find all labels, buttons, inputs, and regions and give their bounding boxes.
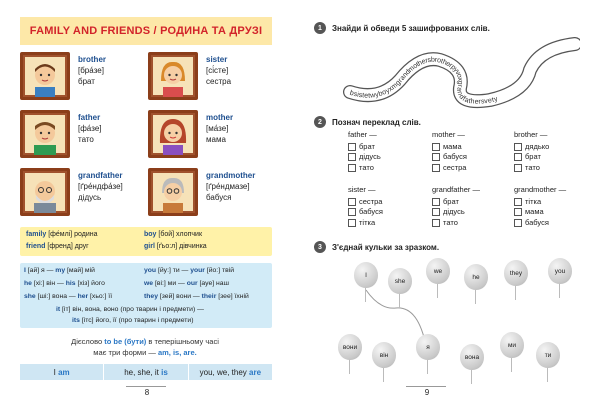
person-grandfather: [20, 168, 140, 218]
task-text: Познач переклад слів.: [332, 117, 421, 127]
balloon-top[interactable]: he: [464, 264, 488, 292]
balloon-bottom[interactable]: ми: [500, 332, 524, 360]
pronoun-row: they [зей] вони — their [зее] їхній: [144, 293, 249, 300]
group-heading: brother —: [514, 130, 548, 139]
person-father: [20, 110, 140, 160]
brother-portrait: [20, 52, 70, 100]
vocab-item: friend [френд] друг: [26, 243, 89, 250]
balloon-top[interactable]: you: [548, 258, 572, 286]
word-en: mother: [206, 113, 234, 122]
word-transcription: [ма́зе]: [206, 124, 229, 133]
checkbox-option[interactable]: дядько: [514, 142, 549, 153]
balloon-top[interactable]: they: [504, 260, 528, 288]
translation-group-father: [348, 130, 381, 173]
word-ua: брат: [78, 77, 95, 86]
word-ua: сестра: [206, 77, 232, 86]
translation-group-mother: [432, 130, 467, 173]
checkbox-option[interactable]: брат: [432, 197, 480, 208]
word-transcription: [ґре́ндмазе]: [206, 182, 250, 191]
task-text: Знайди й обведи 5 зашифрованих слів.: [332, 23, 490, 33]
checkbox-option[interactable]: тато: [348, 163, 381, 174]
group-heading: grandmother —: [514, 185, 567, 194]
task-text: З'єднай кульки за зразком.: [332, 242, 440, 252]
group-heading: father —: [348, 130, 377, 139]
word-transcription: [фа́зе]: [78, 124, 102, 133]
pronouns-box: [20, 263, 272, 328]
word-en: sister: [206, 55, 228, 64]
translation-group-sister: [348, 185, 383, 228]
word-transcription: [ґре́ндфа́зе]: [78, 182, 123, 191]
checkbox-option[interactable]: тато: [514, 163, 549, 174]
to-be-forms-table: [20, 364, 272, 380]
checkbox-option[interactable]: мама: [432, 142, 467, 153]
person-grandmother: [148, 168, 268, 218]
vocab-box: [20, 227, 272, 256]
grandmother-portrait: [148, 168, 198, 216]
word-snake[interactable]: [340, 30, 580, 110]
pronoun-row: he [хі:] він — his [хіз] його: [24, 280, 105, 287]
group-heading: mother —: [432, 130, 465, 139]
translation-group-brother: [514, 130, 549, 173]
pronoun-row: its [ітс] його, її (про тварин і предмети): [72, 317, 194, 324]
word-en: grandfather: [78, 171, 123, 180]
person-mother: [148, 110, 268, 160]
balloon-top[interactable]: I: [354, 262, 378, 290]
word-en: brother: [78, 55, 106, 64]
mother-portrait: [148, 110, 198, 158]
vocab-item: boy [бой] хлопчик: [144, 231, 203, 238]
grandfather-portrait: [20, 168, 70, 216]
checkbox-option[interactable]: дідусь: [348, 152, 381, 163]
form-cell: you, we, they are: [189, 364, 272, 380]
balloon-bottom[interactable]: ти: [536, 342, 560, 370]
group-heading: grandfather —: [432, 185, 480, 194]
divider: [406, 386, 446, 387]
checkbox-option[interactable]: тітка: [514, 197, 566, 208]
word-transcription: [бра́зе]: [78, 66, 104, 75]
divider: [126, 386, 166, 387]
group-heading: sister —: [348, 185, 376, 194]
pronoun-row: you [йу:] ти — your [йо:] твій: [144, 267, 235, 274]
checkbox-option[interactable]: сестра: [432, 163, 467, 174]
checkbox-option[interactable]: мама: [514, 207, 566, 218]
word-ua: мама: [206, 135, 226, 144]
word-en: father: [78, 113, 101, 122]
checkbox-option[interactable]: брат: [348, 142, 381, 153]
word-en: grandmother: [206, 171, 256, 180]
form-cell: I am: [20, 364, 103, 380]
page-number: 8: [144, 388, 150, 397]
balloon-bottom[interactable]: він: [372, 342, 396, 370]
snake-letters: bsistetwyboyxmgrandmothersbrotherpyvoxgrandfathersvety: [348, 56, 499, 106]
checkbox-option[interactable]: дідусь: [432, 207, 480, 218]
translation-group-grandmother: [514, 185, 566, 228]
checkbox-option[interactable]: сестра: [348, 197, 383, 208]
pronoun-row: I [ай] я — my [май] мій: [24, 267, 95, 274]
father-portrait: [20, 110, 70, 158]
word-ua: дідусь: [78, 193, 102, 202]
balloon-bottom[interactable]: я: [416, 334, 440, 362]
pronoun-row: she [ші:] вона — her [хьо:] її: [24, 293, 113, 300]
checkbox-option[interactable]: тітка: [348, 218, 383, 229]
vocab-item: girl [ґьо:л] дівчинка: [144, 243, 207, 250]
balloon-top[interactable]: she: [388, 268, 412, 296]
word-ua: тато: [78, 135, 94, 144]
task-number: 2: [314, 116, 326, 128]
page-title: FAMILY AND FRIENDS / РОДИНА ТА ДРУЗІ: [20, 17, 272, 45]
task-number: 1: [314, 22, 326, 34]
sister-portrait: [148, 52, 198, 100]
page-number: 9: [424, 388, 430, 397]
vocab-item: family [фе́млі] родина: [26, 231, 98, 238]
task-2-heading: [314, 116, 421, 128]
person-sister: [148, 52, 268, 102]
pronoun-row: we [ві:] ми — our [ауе] наш: [144, 280, 230, 287]
balloon-bottom[interactable]: вони: [338, 334, 362, 362]
right-page: [300, 0, 600, 404]
grammar-note: Дієслово to be (бути) в теперішньому часі має три форми — am, is, are.: [71, 337, 219, 357]
form-cell: he, she, it is: [104, 364, 187, 380]
pronoun-row: it [іт] він, вона, воно (про тварин і предмети) —: [56, 306, 204, 313]
person-brother: [20, 52, 140, 102]
word-transcription: [сі́сте]: [206, 66, 229, 75]
word-ua: бабуся: [206, 193, 232, 202]
task-number: 3: [314, 241, 326, 253]
translation-group-grandfather: [432, 185, 480, 228]
checkbox-option[interactable]: тато: [432, 218, 480, 229]
checkbox-option[interactable]: бабуся: [514, 218, 566, 229]
checkbox-option[interactable]: бабуся: [348, 207, 383, 218]
checkbox-option[interactable]: бабуся: [432, 152, 467, 163]
balloon-bottom[interactable]: вона: [460, 344, 484, 372]
checkbox-option[interactable]: брат: [514, 152, 549, 163]
balloon-top[interactable]: we: [426, 258, 450, 286]
